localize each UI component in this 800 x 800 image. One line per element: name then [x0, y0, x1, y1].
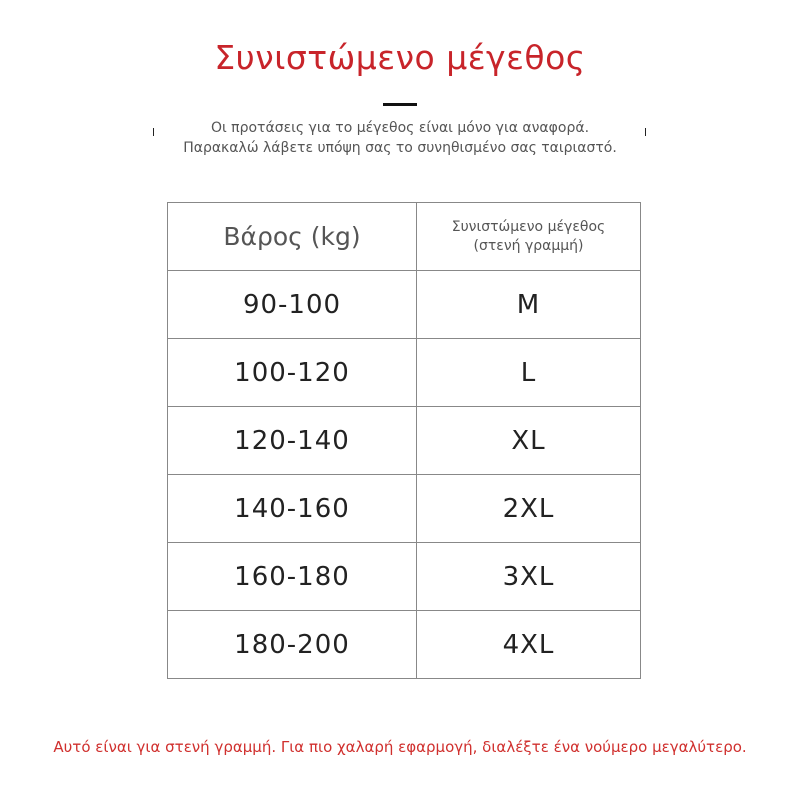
size-cell: XL	[417, 407, 641, 475]
weight-cell: 90-100	[168, 271, 417, 339]
fit-note: Αυτό είναι για στενή γραμμή. Για πιο χαλαρή εφαρμογή, διαλέξτε ένα νούμερο μεγαλύτερο.	[53, 738, 747, 756]
weight-cell: 160-180	[168, 543, 417, 611]
size-header-line-1: Συνιστώμενο μέγεθος	[451, 218, 606, 235]
weight-cell: 180-200	[168, 611, 417, 679]
disclaimer-text	[0, 118, 800, 158]
page-title: Συνιστώμενο μέγεθος	[214, 38, 586, 77]
table-row	[168, 543, 641, 611]
title-underline	[383, 103, 417, 106]
size-chart-table	[167, 202, 641, 679]
disclaimer-line-1: Οι προτάσεις για το μέγεθος είναι μόνο για αναφορά.	[210, 120, 590, 136]
weight-column-header: Βάρος (kg)	[168, 203, 417, 271]
table-row	[168, 407, 641, 475]
weight-cell: 120-140	[168, 407, 417, 475]
table-row	[168, 611, 641, 679]
size-cell: 3XL	[417, 543, 641, 611]
size-header-line-2: (στενή γραμμή)	[473, 237, 584, 254]
table-row	[168, 339, 641, 407]
size-cell: M	[417, 271, 641, 339]
size-cell: L	[417, 339, 641, 407]
size-cell: 4XL	[417, 611, 641, 679]
table-row	[168, 475, 641, 543]
size-column-header	[417, 203, 641, 271]
table-header-row	[168, 203, 641, 271]
weight-cell: 140-160	[168, 475, 417, 543]
disclaimer-line-2: Παρακαλώ λάβετε υπόψη σας το συνηθισμένο σας ταιριαστό.	[183, 140, 617, 156]
weight-cell: 100-120	[168, 339, 417, 407]
size-cell: 2XL	[417, 475, 641, 543]
table-row	[168, 271, 641, 339]
